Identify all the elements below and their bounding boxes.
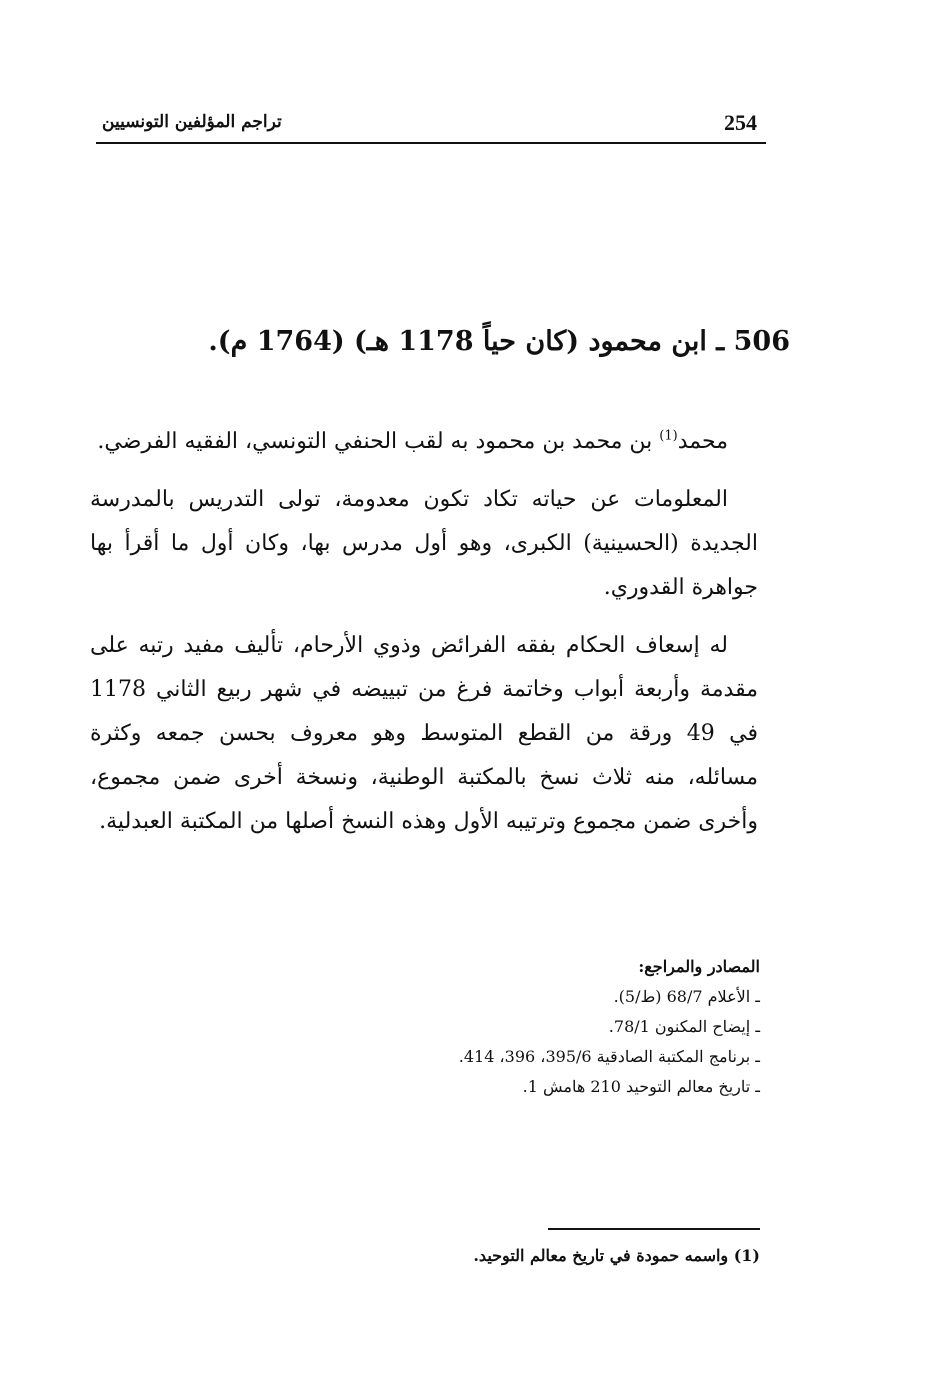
source-item: ـ إيضاح المكنون 78/1. (608, 1017, 760, 1036)
source-item: ـ برنامج المكتبة الصادقية 395/6، 396، 414. (458, 1047, 760, 1066)
paragraph-biography: المعلومات عن حياته تكاد تكون معدومة، تولى التدريس بالمدرسة الجديدة (الحسينية) الكبرى، وهو أول مدرس بها، وكان أول ما أقرأ بها جواهرة القدوري. (90, 487, 758, 600)
source-item: ـ تاريخ معالم التوحيد 210 هامش 1. (522, 1077, 760, 1096)
footnote-reference: (1) (659, 428, 678, 444)
running-title: تراجم المؤلفين التونسيين (102, 112, 282, 132)
identity-text: بن محمد بن محمود به لقب الحنفي التونسي، الفقيه الفرضي. (97, 429, 660, 454)
subject-name: محمد (677, 429, 728, 454)
page-header (96, 108, 766, 144)
page-number: 254 (724, 110, 757, 135)
paragraph-works: له إسعاف الحكام بفقه الفرائض وذوي الأرحام، تأليف مفيد رتبه على مقدمة وأربعة أبواب وخاتمة فرغ من تبييضه في شهر ربيع الثاني 1178 في 49 ورقة من القطع المتوسط وهو معروف بحسن جمعه وكثرة مسائله، منه ثلاث نسخ بالمكتبة الوطنية، ونسخة أخرى ضمن مجموع، وأخرى ضمن مجموع وترتيبه الأول وهذه النسخ أصلها من المكتبة العبدلية. (90, 633, 758, 834)
paragraph-identity (90, 420, 758, 464)
entry-title: 506 ـ ابن محمود (كان حياً 1178 هـ) (1764 م). (208, 326, 790, 357)
sources-heading: المصادر والمراجع: (638, 957, 760, 976)
source-item: ـ الأعلام 68/7 (ط/5). (613, 987, 760, 1006)
sources-list (400, 982, 760, 1102)
footnote: (1) واسمه حمودة في تاريخ معالم التوحيد. (473, 1246, 760, 1265)
entry-body (90, 420, 758, 858)
sources-section (400, 952, 760, 1102)
footnote-divider (548, 1228, 760, 1230)
